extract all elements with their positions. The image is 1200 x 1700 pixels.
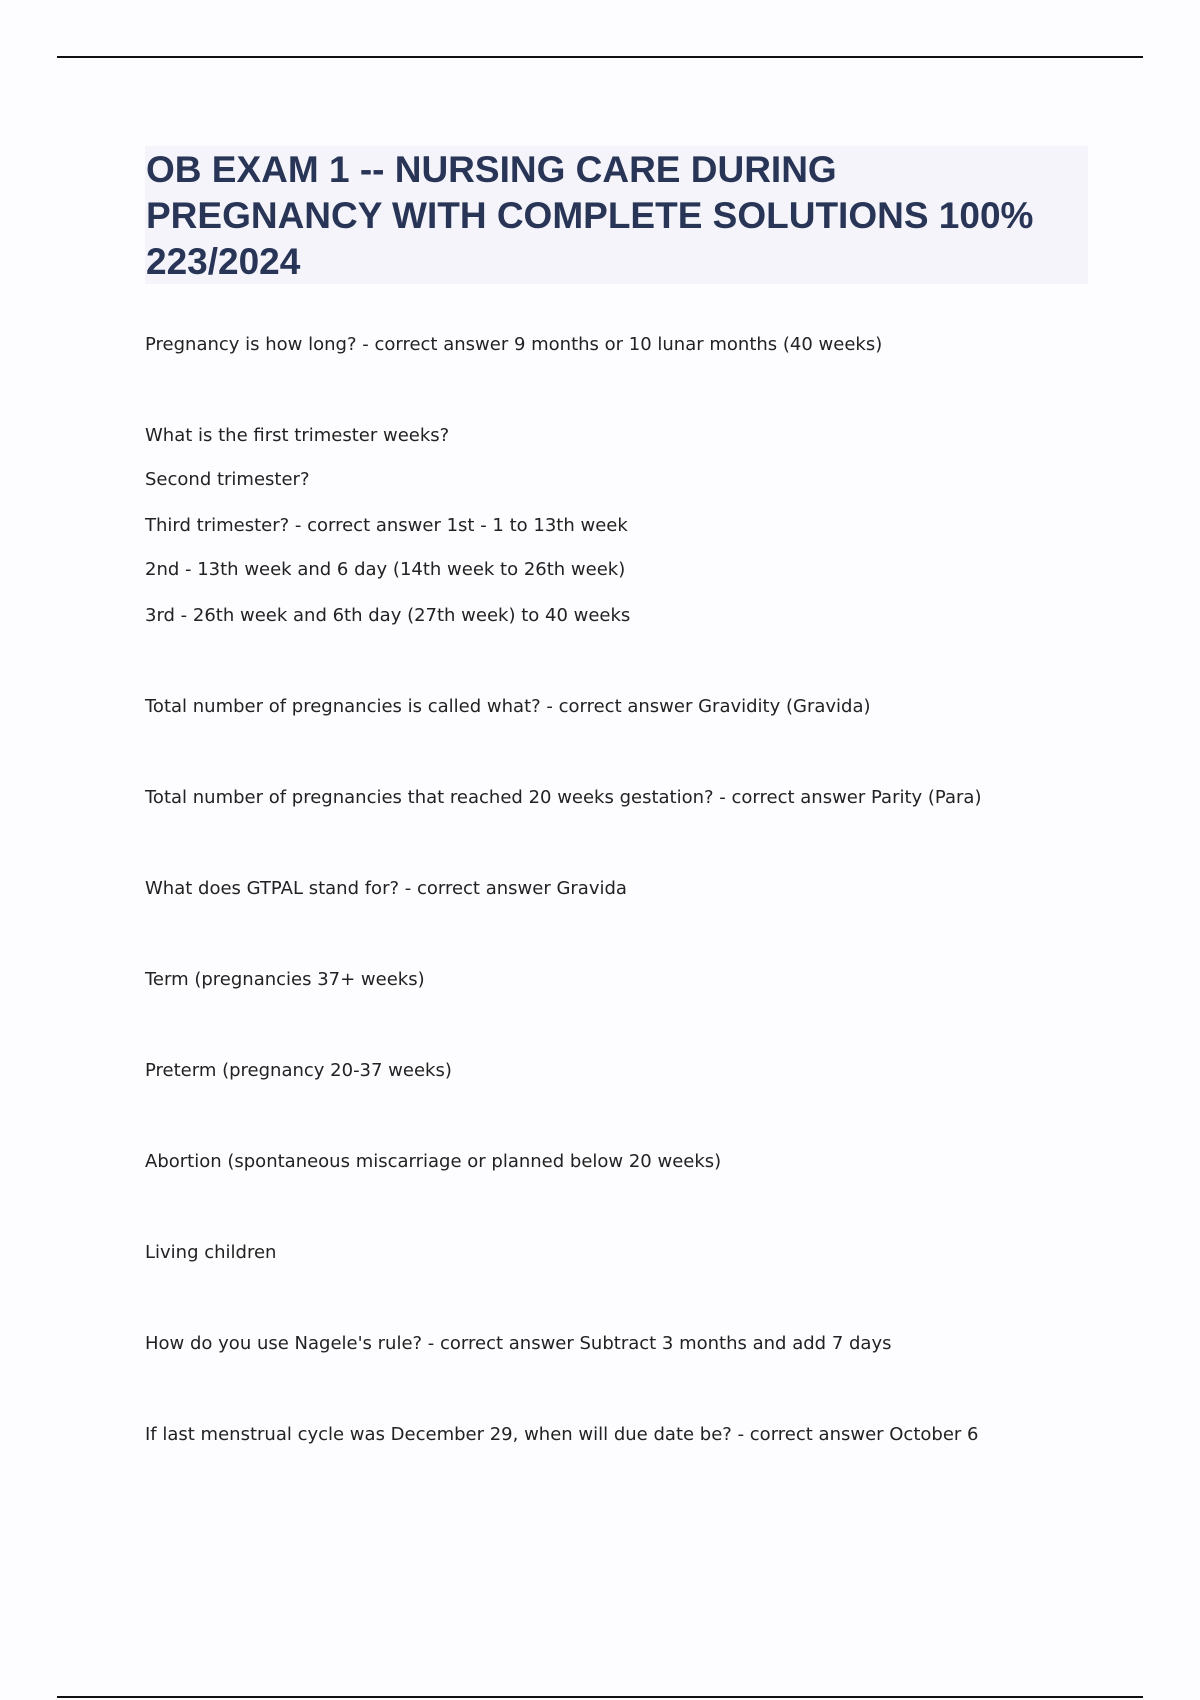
qa-parity: Total number of pregnancies that reached 20 weeks gestation? - correct answer Parity (Para) [145, 787, 982, 808]
qa-trimester-second-answer: 2nd - 13th week and 6 day (14th week to 26th week) [145, 559, 626, 580]
qa-gtpal-term: Term (pregnancies 37+ weeks) [145, 969, 425, 990]
qa-gtpal: What does GTPAL stand for? - correct answer Gravida [145, 878, 627, 899]
qa-pregnancy-length: Pregnancy is how long? - correct answer 9 months or 10 lunar months (40 weeks) [145, 334, 883, 355]
qa-first-trimester: What is the first trimester weeks? [145, 425, 450, 446]
bottom-rule [57, 1696, 1143, 1698]
qa-second-trimester: Second trimester? [145, 469, 310, 490]
qa-third-trimester: Third trimester? - correct answer 1st - 1 to 13th week [145, 515, 628, 536]
qa-nagele-rule: How do you use Nagele's rule? - correct answer Subtract 3 months and add 7 days [145, 1333, 892, 1354]
document-title: OB EXAM 1 -- NURSING CARE DURING PREGNANCY WITH COMPLETE SOLUTIONS 100% 223/2024 [146, 149, 1034, 282]
qa-due-date: If last menstrual cycle was December 29, when will due date be? - correct answer October 6 [145, 1424, 979, 1445]
top-rule [57, 56, 1143, 58]
qa-gtpal-living: Living children [145, 1242, 277, 1263]
qa-gtpal-preterm: Preterm (pregnancy 20-37 weeks) [145, 1060, 452, 1081]
qa-gravidity: Total number of pregnancies is called what? - correct answer Gravidity (Gravida) [145, 696, 871, 717]
qa-trimester-third-answer: 3rd - 26th week and 6th day (27th week) to 40 weeks [145, 605, 631, 626]
qa-gtpal-abortion: Abortion (spontaneous miscarriage or planned below 20 weeks) [145, 1151, 722, 1172]
